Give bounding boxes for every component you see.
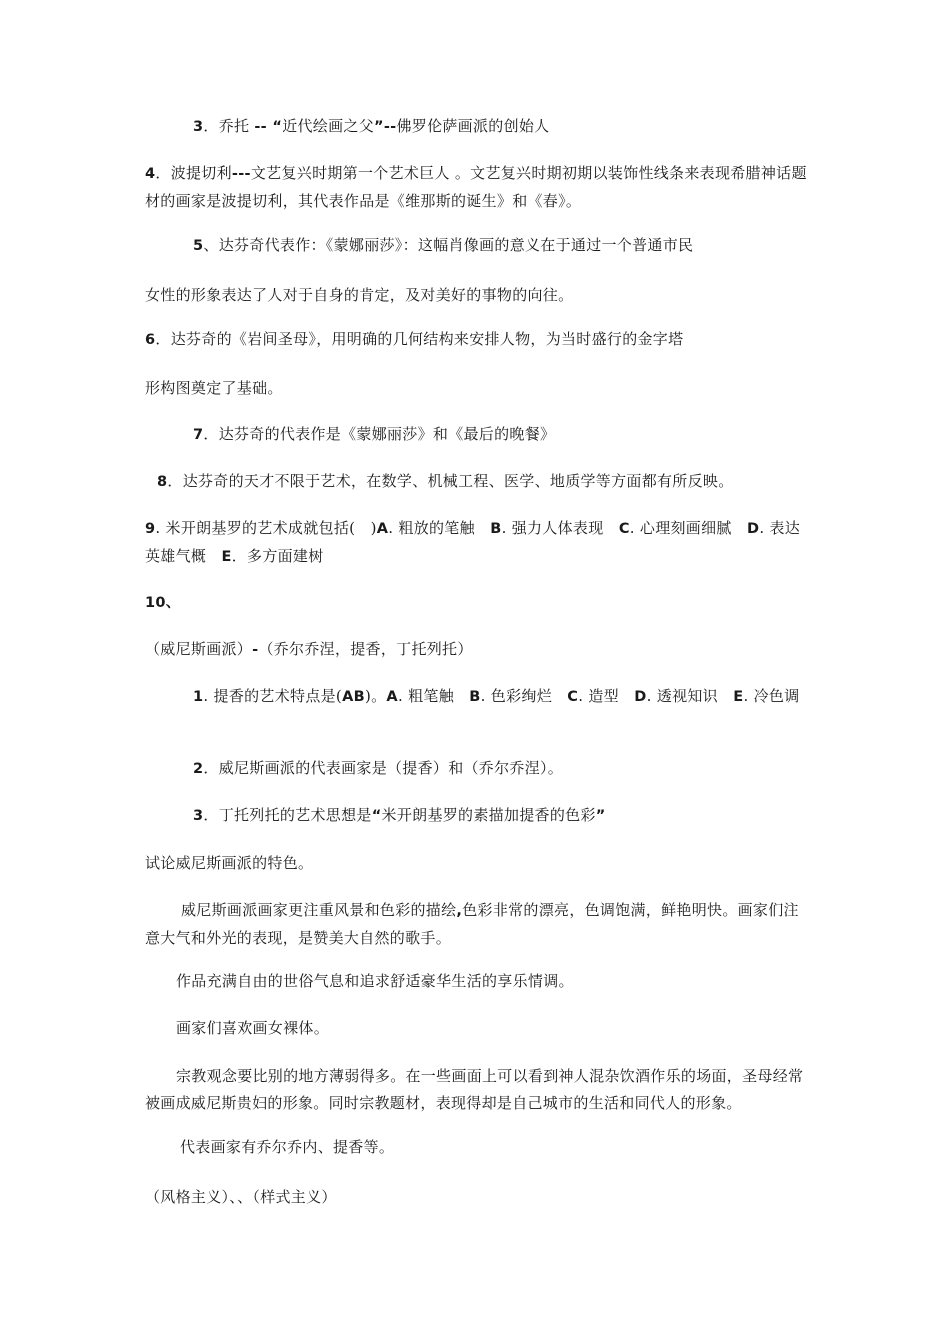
option-letter: D — [634, 689, 647, 705]
item-number: 2 — [193, 761, 204, 777]
section-heading-venetian: （威尼斯画派）-（乔尔乔涅，提香，丁托列托） — [145, 640, 473, 658]
question-tintoretto: 3．丁托列托的艺术思想是“米开朗基罗的素描加提香的色彩” — [193, 806, 606, 824]
paragraph-virgin-of-the-rocks: 6．达芬奇的《岩间圣母》，用明确的几何结构来安排人物，为当时盛行的金字塔 — [145, 330, 684, 348]
option-letter: A — [386, 689, 398, 705]
option-letter: B — [469, 689, 481, 705]
section-number-10: 10、 — [145, 595, 181, 611]
item-number: 7 — [193, 427, 204, 443]
item-number: 3 — [193, 119, 204, 135]
option-letter: B — [490, 521, 502, 537]
essay-prompt: 试论威尼斯画派的特色。 — [145, 854, 314, 872]
paragraph-davinci-mona-lisa-cont: 女性的形象表达了人对于自身的肯定，及对美好的事物的向往。 — [145, 286, 574, 304]
paragraph-botticelli: 4．波提切利---文艺复兴时期第一个艺术巨人 。文艺复兴时期初期以装饰性线条来表现希腊神话题材的画家是波提切利，其代表作品是《维那斯的诞生》和《春》。 — [145, 164, 807, 210]
item-number: 9 — [145, 521, 156, 537]
item-number: 1 — [193, 689, 204, 705]
paragraph-nudes: 画家们喜欢画女裸体。 — [176, 1019, 330, 1037]
paragraph-davinci-talent: 8．达芬奇的天才不限于艺术，在数学、机械工程、医学、地质学等方面都有所反映。 — [157, 472, 734, 490]
item-number: 4 — [145, 166, 156, 182]
paragraph-religion: 宗教观念要比别的地方薄弱得多。在一些画面上可以看到神人混杂饮酒作乐的场面，圣母经常被画成威尼斯贵妇的形象。同时宗教题材，表现得却是自己城市的生活和同代人的形象。 — [145, 1067, 804, 1112]
question-titian: 1. 提香的艺术特点是(AB)。A. 粗笔触 B. 色彩绚烂 C. 造型 D. 透视知识 E. 冷色调 — [193, 687, 800, 705]
paragraph-representative-painters: 代表画家有乔尔乔内、提香等。 — [180, 1138, 395, 1156]
option-letter: E — [733, 689, 744, 705]
paragraph-venetian-color: 威尼斯画派画家更注重风景和色彩的描绘,色彩非常的漂亮，色调饱满，鲜艳明快。画家们注意大气和外光的表现，是赞美大自然的歌手。 — [145, 901, 799, 947]
item-number: 6 — [145, 332, 156, 348]
paragraph-secular-life: 作品充满自由的世俗气息和追求舒适豪华生活的享乐情调。 — [176, 972, 574, 990]
option-letter: A — [376, 521, 389, 537]
option-letter: D — [747, 521, 760, 537]
paragraph-virgin-of-the-rocks-cont: 形构图奠定了基础。 — [145, 379, 283, 397]
question-venetian-painters: 2．威尼斯画派的代表画家是（提香）和（乔尔乔涅）。 — [193, 759, 564, 777]
item-number: 5 — [193, 238, 204, 254]
paragraph-davinci-mona-lisa: 5、达芬奇代表作：《蒙娜丽莎》：这幅肖像画的意义在于通过一个普通市民 — [193, 236, 694, 254]
item-number: 8 — [157, 474, 168, 490]
question-michelangelo: 9. 米开朗基罗的艺术成就包括( )A. 粗放的笔触 B. 强力人体表现 C. 心理刻画细腻 D. 表达英雄气概 E．多方面建树 — [145, 519, 801, 565]
answer: AB — [342, 689, 365, 705]
item-number: 3 — [193, 808, 204, 824]
option-letter: E — [221, 549, 232, 565]
option-letter: C — [567, 689, 579, 705]
option-letter: C — [618, 521, 630, 537]
section-heading-mannerism: （风格主义）、、（样式主义） — [145, 1188, 337, 1206]
paragraph-giotto: 3．乔托 -- “近代绘画之父”--佛罗伦萨画派的创始人 — [193, 117, 550, 135]
paragraph-davinci-works: 7．达芬奇的代表作是《蒙娜丽莎》和《最后的晚餐》 — [193, 425, 556, 443]
